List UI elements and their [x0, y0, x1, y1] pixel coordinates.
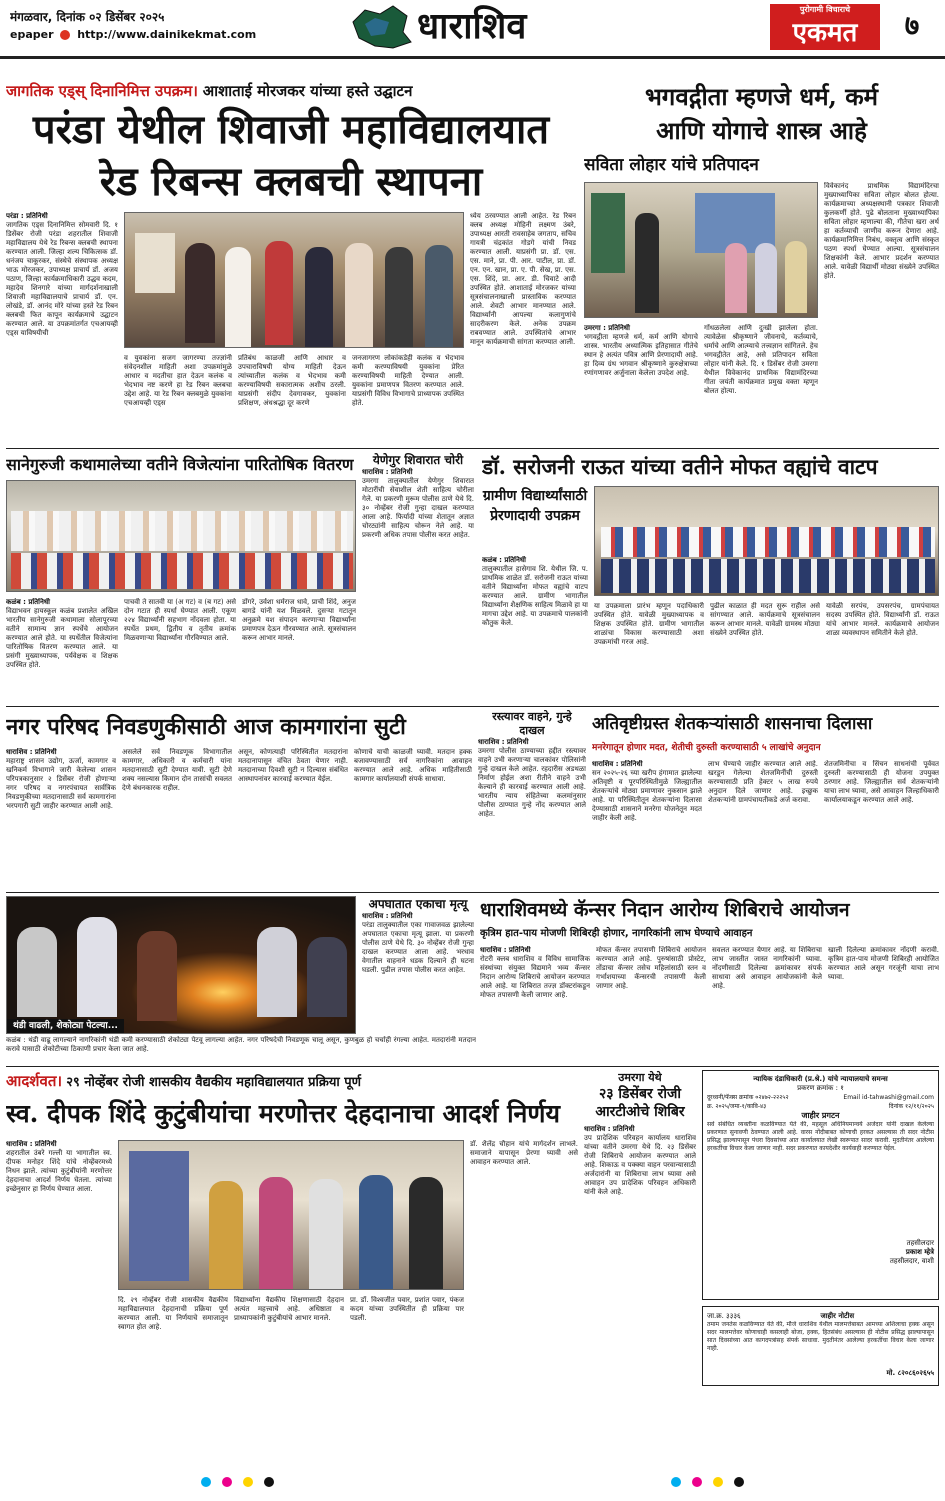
- story11-col1: [6, 1140, 112, 1460]
- story2-col2: गोंधळलेला आणि दुःखी झालेला होता. त्यावेळेस श्रीकृष्णाने जीवनाचे, कर्तव्याचे, धर्माचे आणि आत्म्याचे तत्त्वज्ञान सांगितले. हेच भगवद्गीतेत आहे, असे प्रतिपादन सविता लोहार यांनी केले. दि. १ डिसेंबर रोजी उमरगा येथील विवेकानंद प्राथमिक विद्यामंदिरच्या गीता जयंती कार्यक्रमात प्रमुख वक्ता म्हणून बोलत होत्या.: [704, 324, 818, 395]
- story11-kicker-rest: २९ नोव्हेंबर रोजी शासकीय वैद्यकीय महाविद्यालयात प्रक्रिया पूर्ण: [66, 1075, 362, 1090]
- registration-dot-black-2: [734, 1477, 744, 1487]
- story11-headline: स्व. दीपक शिंदे कुटुंबीयांचा मरणोत्तर देहदानाचा आदर्श निर्णय: [6, 1099, 561, 1128]
- brand-name: एकमत: [770, 16, 880, 50]
- masthead-logo: [345, 0, 605, 56]
- story3-headline: सानेगुरुजी कथामालेच्या वतीने विजेत्यांना पारितोषिक वितरण: [6, 455, 354, 474]
- story1-col5: ध्येय ठरवण्यात आली आहेत. रेड रिबन क्लब अध्यक्ष मोहिनी लक्ष्मण उंबरे, उपाध्यक्ष आरती रावसाहेब जगताप, सचिव गायत्री चंद्रकांत गोडगे यांची निवड करण्यात आली. याप्रसंगी प्रा. डॉ. एस. एस. माने, प्रा. पी. आर. पाटील, प्रा. डॉ. एन. एन. खान, प्रा. ए. पी. सेख, प्रा. एस. एस. शिंदे, प्रा. आर. डी. चिवाटे आदी उपस्थित होते. आशाताई मोरजकर यांच्या सूत्रसंचालनाखाली प्रास्ताविक करण्यात आले. शेवटी आभार मानण्यात आले. विद्यार्थ्यांनी आपल्या कलागुणांचे सादरीकरण केले. अनेक उपक्रम राबवण्यात आले. उपस्थितांचे आभार मानून कार्यक्रमाची सांगता करण्यात आली.: [470, 212, 576, 346]
- story5-byline: कळंब : प्रतिनिधी: [482, 556, 526, 564]
- page-number: ७: [904, 9, 920, 42]
- story1-byline: परंडा : प्रतिनिधी: [6, 212, 48, 220]
- story7-text: उमरगा पोलीस ठाण्याच्या हद्दीत रस्त्यावर वाहने उभी करणाऱ्या चालकांवर पोलिसांनी गुन्हे दाखल केले आहेत. रहदारीस अडथळा निर्माण होईल अशा रीतीने वाहने उभी केल्याने ही कारवाई करण्यात आली आहे. भारतीय न्याय संहितेच्या कलमांनुसार पोलीस ठाण्यात गुन्हे नोंद करण्यात आले आहेत.: [478, 747, 586, 818]
- story1-text-1: जागतिक एड्स दिनानिमित्त सोमवारी दि. १ डिसेंबर रोजी परंडा शहरातील शिवाजी महाविद्यालय येथे रेड रिबन्स क्लबची स्थापना करण्यात आली. जिल्हा शल्य चिकित्सक डॉ. धनंजय चाकूरकर, संस्थेचे संस्थापक अध्यक्ष भाऊ मोरजकर, उपाध्यक्ष प्राचार्य डॉ. अजय पठाण, जिल्हा कार्यक्रमाधिकारी उद्धव कदम, महादेव शिनगारे यांच्या मार्गदर्शनाखाली शिवाजी महाविद्यालयाचे प्राचार्य डॉ. एन. लोखंडे, डॉ. आनंद मोरे यांच्या हस्ते रेड रिबन क्लबची फित कापून कार्यक्रमाचे उद्घाटन करण्यात आले. या उपक्रमांतर्गत एचआयव्ही एड्स याविषयीची: [6, 221, 118, 337]
- story-body-donation: [6, 1070, 578, 1460]
- story6-text-1: महाराष्ट्र शासन उद्योग, ऊर्जा, कामगार व खनिकर्म विभागाने जारी केलेल्या शासन परिपत्रकानुसार २ डिसेंबर रोजी होणाऱ्या नगर परिषद व नगरपंचायत सार्वत्रिक निवडणुकीच्या मतदानासाठी सर्व कामगारांना भरपगारी सुटी जाहीर करण्यात आली आहे.: [6, 757, 116, 810]
- divider-4: [6, 1066, 939, 1067]
- story5-col3: पुढील काळात ही मदत सुरू राहील असे सांगण्यात आले. कार्यक्रमाचे सूत्रसंचालन करून आभार मानले. यावेळी ग्रामस्थ मोठ्या संख्येने उपस्थित होते.: [710, 602, 820, 637]
- story11-text-1: शहरातील उंबरे गल्ली या भागातील स्व. दीपक मनोहर शिंदे यांचे नोव्हेंबरमध्ये निधन झाले. त्यांच्या कुटुंबीयांनी मरणोत्तर देहदानाचा आदर्श निर्णय घेतला. त्यांच्या इच्छेनुसार हा निर्णय घेण्यात आला.: [6, 1149, 112, 1193]
- story11-col4: प्रा. डॉ. विश्वजीत पवार, प्रशांत पवार, पंकज कदम यांच्या उपस्थितीत ही प्रक्रिया पार पडली.: [350, 1296, 464, 1322]
- divider-3: [6, 892, 939, 893]
- story-red-ribbon-club: [6, 78, 576, 446]
- story6-col4: कोणाचे याची काळजी घ्यावी. मतदान हक्क बजावण्यासाठी सर्व नागरिकांना आवाहन करण्यात आले आहे. अधिक माहितीसाठी कामगार कार्यालयाशी संपर्क साधावा.: [354, 748, 472, 783]
- story6-col2: असलेले सर्व निवडणूक विभागातील कामगार, अधिकारी व कर्मचारी यांना मतदानासाठी सुटी देण्यात यावी. सुटी देणे शक्य नसल्यास किमान दोन तासांची सवलत देणे बंधनकारक राहील.: [122, 748, 232, 792]
- story5-col4: यावेळी सरपंच, उपसरपंच, ग्रामपंचायत सदस्य उपस्थित होते. विद्यार्थ्यांनी डॉ. राऊत यांचे आभार मानले. कार्यक्रमाचे आयोजन शाळा व्यवस्थापन समितीने केले होते.: [826, 602, 939, 637]
- epaper-row: [10, 28, 256, 41]
- story9-text: परंडा तालुक्यातील एका गावाजवळ झालेल्या अपघातात एकाचा मृत्यू झाला. या प्रकरणी पोलीस ठाणे येथे दि. ३० नोव्हेंबर रोजी गुन्हा दाखल करण्यात आला आहे. भरधाव वेगातील वाहनाने धडक दिल्याने ही घटना घडली. पुढील तपास पोलीस करत आहेत.: [362, 921, 474, 974]
- story10-col2: मोफत कॅन्सर तपासणी शिबिराचे आयोजन करण्यात आले आहे. पुरुषांसाठी प्रोस्टेट, तोंडाचा कॅन्सर तसेच महिलांसाठी स्तन व गर्भाशयाच्या कॅन्सरची तपासणी केली जाणार आहे.: [596, 946, 706, 990]
- story12-text: उप प्रादेशिक परिवहन कार्यालय धाराशिव यांच्या वतीने उमरगा येथे दि. २३ डिसेंबर रोजी शिबिराचे आयोजन करण्यात आले आहे. शिकाऊ व पक्क्या वाहन परवान्यासाठी अर्जदारांनी या शिबिराचा लाभ घ्यावा असे आवाहन उप प्रादेशिक परिवहन अधिकारी यांनी केले आहे.: [584, 1134, 696, 1196]
- story8-col1: [592, 760, 702, 890]
- story-farmers-relief: [592, 710, 939, 890]
- story9-headline: अपघातात एकाचा मृत्यू: [368, 897, 468, 911]
- story1-headline-2: रेड रिबन्स क्लबची स्थापना: [99, 158, 483, 205]
- story5-photo: [594, 486, 939, 596]
- divider-1: [6, 448, 939, 449]
- registration-dot-magenta-2: [692, 1477, 702, 1487]
- story6-col3: असून, कोणत्याही परिस्थितीत मतदारांना मतदानापासून वंचित ठेवता येणार नाही. मतदानाच्या दिवशी सुटी न दिल्यास संबंधित आस्थापनांवर कारवाई करण्यात येईल.: [238, 748, 348, 783]
- notice1-body: सर्व संबंधित व्यक्तींना कळविण्यात येते की, महसूल अधिनियमान्वये अर्जदार यांनी दाखल केलेल्या प्रकरणात सुनावणी ठेवण्यात आली आहे. वारस नोंदीबाबत कोणाची हरकत असल्यास ती सदर नोटीस प्रसिद्ध झाल्यापासून पंधरा दिवसांच्या आत कार्यालयात लेखी स्वरूपात सादर करावी. मुदतीनंतर आलेल्या हरकतींचा विचार केला जाणार नाही. सदर प्रकरणात कायदेशीर कार्यवाही करण्यात येईल.: [707, 1121, 934, 1152]
- story5-col2: या उपक्रमाला प्रारंभ म्हणून पदाधिकारी उपस्थित होते. यावेळी मुख्याध्यापक व शिक्षक उपस्थित होते. ग्रामीण भागातील शाळांचा विकास करण्यासाठी अशा उपक्रमांची गरज आहे.: [594, 602, 704, 646]
- story2-headline-1: भगवद्गीता म्हणजे धर्म, कर्म: [644, 82, 879, 111]
- bonfire-caption-tag: थंडी वाढली, शेकोट्या पेटल्या...: [7, 1019, 124, 1033]
- website-link[interactable]: http://www.dainikekmat.com: [77, 28, 257, 41]
- story-accident-death: [362, 896, 474, 1036]
- story-bhagavadgita: [584, 78, 939, 446]
- story-rto-camp: [584, 1070, 696, 1460]
- notice1-sign-title: तहसीलदार: [906, 1239, 934, 1247]
- story1-kicker-black: आशाताई मोरजकर यांच्या हस्ते उद्घाटन: [202, 82, 413, 100]
- story10-text-1: रोटरी क्लब धाराशिव व विविध सामाजिक संस्थांच्या संयुक्त विद्यमाने भव्य कॅन्सर निदान आरोग्य शिबिराचे आयोजन करण्यात आले आहे. या शिबिरात तज्ज्ञ डॉक्टरांकडून मोफत तपासणी केली जाणार आहे.: [480, 955, 590, 999]
- story10-col4: खाली दिलेल्या क्रमांकावर नोंदणी करावी. कृत्रिम हात-पाय मोजणी शिबिरही आयोजित करण्यात आले असून गरजूंनी याचा लाभ घ्यावा.: [828, 946, 939, 981]
- story-cancer-camp: [480, 896, 939, 1062]
- story8-col3: शेतजमिनीचा व सिंचन साधनांची पूर्ववत दुरुस्ती करण्यासाठी ही योजना उपयुक्त ठरणार आहे. जिल्ह्यातील सर्व शेतकऱ्यांनी याचा लाभ घ्यावा, असे आवाहन जिल्हाधिकारी कार्यालयाकडून करण्यात आले आहे.: [824, 760, 939, 804]
- registration-dot-black: [264, 1477, 274, 1487]
- story7-byline: धाराशिव : प्रतिनिधी: [478, 738, 529, 746]
- notice1-sub: प्रकरण क्रमांक : १: [797, 1084, 844, 1092]
- story11-kicker: [6, 1070, 578, 1092]
- story4-byline: धाराशिव : प्रतिनिधी: [362, 468, 413, 476]
- story11-kicker-red: आदर्शवत।: [6, 1072, 63, 1090]
- color-registration-bar: [0, 1472, 945, 1492]
- story12-byline: धाराशिव : प्रतिनिधी: [584, 1125, 635, 1133]
- story2-text-1: भगवद्गीता म्हणजे धर्म, कर्म आणि योगाचे शास्त्र. भारतीय अध्यात्मिक इतिहासात गीतेचे स्थान हे अत्यंत पवित्र आणि प्रेरणादायी आहे. हा दिव्य ग्रंथ भगवान श्रीकृष्णाने कुरुक्षेत्राच्या रणांगणावर अर्जुनाला केलेला उपदेश आहे.: [584, 333, 698, 377]
- story12-headline-3: आरटीओचे शिबिर: [595, 1104, 685, 1120]
- story1-kicker: [6, 80, 576, 102]
- story5-headline: डॉ. सरोजनी राऊत यांच्या वतीने मोफत वह्यांचे वाटप: [482, 454, 878, 479]
- story2-headline-2: आणि योगाचे शास्त्र आहे: [656, 116, 867, 145]
- story3-col1: [6, 598, 118, 704]
- registration-dot-yellow-2: [713, 1477, 723, 1487]
- story10-subhead: कृत्रिम हात-पाय मोजणी शिबिरही होणार, नागरिकांनी लाभ घेण्याचे आवाहन: [480, 928, 753, 939]
- story2-photo: [584, 182, 818, 318]
- story10-col3: सवलत करण्यात येणार आहे. या शिबिराचा लाभ जास्तीत जास्त नागरिकांनी घ्यावा. नोंदणीसाठी दिलेल्या क्रमांकावर संपर्क साधावा असे आवाहन आयोजकांनी केले आहे.: [712, 946, 822, 990]
- notice1-date: दिनांक १२/११/२०२५: [888, 1103, 934, 1110]
- district-map-icon: [345, 2, 415, 54]
- story8-byline: धाराशिव : प्रतिनिधी: [592, 760, 643, 768]
- story1-col2: व युवकांना सजग जागरण्या तज्ज्ञांनी संवेदनशील माहिती अशा उपक्रमांमुळे आधार व मदतीचा हात देऊन कलंक व भेदभाव नष्ट करणे हा रेड रिबन क्लबचा उद्देश आहे. या रेड रिबन क्लबमुळे युवकांना एचआयव्ही एड्स: [124, 354, 232, 407]
- registration-dot-cyan: [201, 1477, 211, 1487]
- notice2-heading: जाहीर नोटीस: [820, 1312, 855, 1320]
- story1-col3: प्रतिबंध काळजी आणि आधार व उपचाराविषयी योग्य माहिती देऊन त्यांच्यातील कलंक व भेदभाव कमी करण्याविषयी सकारात्मक अशीच ठरली. याप्रसंगी संदीप देवगावकर, युवकांना प्रशिक्षण, अंधश्रद्धा दूर करणे: [238, 354, 346, 407]
- story5-text-1: तालुक्यातील हासेगाव शि. येथील जि. प. प्राथमिक शाळेत डॉ. सरोजनी राऊत यांच्या वतीने विद्यार्थ्यांना मोफत वह्यांचे वाटप करण्यात आले. ग्रामीण भागातील विद्यार्थ्यांना शैक्षणिक साहित्य मिळावे हा या मागचा उद्देश आहे. या उपक्रमाचे पालकांनी कौतुक केले.: [482, 565, 588, 627]
- notice1-email[interactable]: Email id-tahwashi@gmail.com: [843, 1094, 934, 1101]
- story6-col1: [6, 748, 116, 890]
- story8-col2: लाभ घेण्याचे जाहीर करण्यात आले आहे. खरडून गेलेल्या शेतजमिनींची दुरुस्ती करण्यासाठी प्रति हेक्टर ५ लाख रुपये अनुदान दिले जाणार आहे. इच्छुक शेतकऱ्यांनी ग्रामपंचायतीकडे अर्ज करावा.: [708, 760, 818, 804]
- story11-col3: विद्यार्थ्यांना वैद्यकीय शिक्षणासाठी देहदान अत्यंत महत्त्वाचे आहे. अधिष्ठाता व प्राध्यापकांनी कुटुंबीयांचे आभार मानले.: [234, 1296, 344, 1322]
- story11-col2: दि. २९ नोव्हेंबर रोजी शासकीय वैद्यकीय महाविद्यालयात देहदानाची प्रक्रिया पूर्ण करण्यात आली. या निर्णयाचे समाजातून स्वागत होत आहे.: [118, 1296, 228, 1331]
- story3-photo: [6, 480, 356, 592]
- story4-headline: येणेगुर शिवारात चोरी: [372, 453, 464, 467]
- story9-byline: धाराशिव : प्रतिनिधी: [362, 912, 413, 920]
- story-yenegur-theft: [362, 452, 474, 704]
- story11-byline: धाराशिव : प्रतिनिधी: [6, 1140, 57, 1148]
- story2-byline: उमरगा : प्रतिनिधी: [584, 324, 630, 332]
- globe-icon: [60, 30, 70, 40]
- notice1-heading: जाहीर प्रगटन: [801, 1111, 840, 1120]
- story10-col1: [480, 946, 590, 1062]
- story12-headline-1: उमरगा येथे: [618, 1071, 662, 1084]
- masthead-rule: [0, 56, 945, 59]
- epaper-label: epaper: [10, 28, 54, 41]
- story-free-notebooks: [482, 452, 939, 704]
- bonfire-caption-text: कळंब : थंडी वाढू लागल्याने नागरिकांनी थंडी कमी करण्यासाठी शेकोट्या पेटवू लागल्या आहेत. नगर परिषदेची निवडणूक चालू असून, कुणबुळ हो चर्चाही रंगल्या आहेत. मतदारांनी मतदान करावे यासाठी शेकोटीच्या ठिकाणी प्रचार केला जात आहे.: [6, 1036, 476, 1053]
- story2-col1: [584, 324, 698, 446]
- notice2-phone: मो. ८२०८६०२६५५: [886, 1369, 934, 1377]
- masthead-date: मंगळवार, दिनांक ०२ डिसेंबर २०२५: [10, 10, 165, 24]
- bonfire-photo: [6, 896, 356, 1034]
- story1-col1: [6, 212, 118, 446]
- story4-text: उमरगा तालुक्यातील येणेगुर शिवारात मोटारींची सेवाशील शेती साहित्य चोरीला गेले. या प्रकरणी मुरूम पोलीस ठाणे येथे दि. ३० नोव्हेंबर रोजी गुन्हा दाखल करण्यात आला आहे. फिर्यादी यांच्या शेतातून अज्ञात चोरट्यांनी साहित्य चोरून नेले आहे. या प्रकरणी अधिक तपास पोलीस करत आहेत.: [362, 477, 474, 539]
- notice2-ref: जा.क्र. ३३३६: [707, 1312, 741, 1320]
- story-vehicles-cases: [478, 710, 586, 890]
- story1-kicker-red: जागतिक एड्स् दिनानिमित्त उपक्रम।: [6, 82, 198, 100]
- legal-notice-2: [702, 1306, 939, 1386]
- story6-headline: नगर परिषद निवडणुकीसाठी आज कामगारांना सुटी: [6, 714, 406, 740]
- story11-photo: [118, 1140, 464, 1290]
- story2-subhead: सविता लोहार यांचे प्रतिपादन: [584, 155, 759, 175]
- story3-col3: डोंगरे, उर्वशा धर्मराज धावे, प्राची शिंदे, अनुज बागडे यांनी यश मिळवले. दुसऱ्या गटातून अनुक्रमे यश संपादन करणाऱ्या विद्यार्थ्यांना प्रमाणपत्र देऊन गौरवण्यात आले. सूत्रसंचालन करून आभार मानले.: [242, 598, 356, 642]
- notice2-body: तमाम जनतेस कळविण्यात येते की, मौजे धाराशिव येथील मालमत्तेबाबत आमच्या अशिलाचा हक्क असून सदर मालमत्तेवर कोणाचाही कसलाही बोजा, हक्क, हितसंबंध असल्यास ही नोटीस प्रसिद्ध झाल्यापासून सात दिवसांच्या आत कागदपत्रांसह संपर्क साधावा. मुदतीनंतर आलेल्या हरकतींचा विचार केला जाणार नाही.: [707, 1321, 934, 1352]
- masthead: [0, 0, 945, 74]
- story8-text-1: सन २०२५-२६ च्या खरीप हंगामात झालेल्या अतिवृष्टी व पूरपरिस्थितीमुळे जिल्ह्यातील शेतकऱ्यांचे मोठ्या प्रमाणावर नुकसान झाले आहे. या परिस्थितीतून शेतकऱ्यांना दिलासा देण्यासाठी शासनाने मनरेगा योजनेतून मदत जाहीर केली आहे.: [592, 769, 702, 822]
- story12-headline-2: २३ डिसेंबर रोजी: [599, 1086, 681, 1102]
- story1-col4: जनजागरण लोकांकडेही कलंक व भेदभाव कमी करण्याविषयी युवकांना प्रेरित करण्याविषयी माहिती देण्यात आली. युवकांना प्रमाणपत्र वितरण करण्यात आले. याप्रसंगी विविध विभागाचे प्राध्यापक उपस्थित होते.: [352, 354, 464, 407]
- edition-name: धाराशिव: [417, 5, 527, 47]
- story3-col2: पाचवी ते सातवी या (अ गट) व (ब गट) असे दोन गटात ही स्पर्धा घेण्यात आली. एकूण २२४ विद्यार्थ्यांनी सहभाग नोंदवला होता. या स्पर्धेत प्रथम, द्वितीय व तृतीय क्रमांक मिळवणाऱ्या विद्यार्थ्यांना गौरविण्यात आले.: [124, 598, 236, 642]
- story6-byline: धाराशिव : प्रतिनिधी: [6, 748, 57, 756]
- story8-subhead: मनरेगातून होणार मदत, शेतीची दुरुस्ती करण्यासाठी ५ लाखांचे अनुदान: [592, 743, 821, 753]
- brand-tagline: पुरोगामी विचाराचे: [770, 4, 880, 16]
- brand-box: [770, 4, 880, 52]
- story1-photo: [124, 212, 464, 348]
- story1-headline-1: परंडा येथील शिवाजी महाविद्यालयात: [32, 106, 550, 153]
- registration-dot-yellow: [243, 1477, 253, 1487]
- story10-byline: धाराशिव : प्रतिनिधी: [480, 946, 531, 954]
- story5-subhead: ग्रामीण विद्यार्थ्यांसाठी प्रेरणादायी उपक्रम: [482, 488, 588, 524]
- story3-text-1: विद्याभवन हायस्कूल कळंब प्रशालेत अखिल भारतीय सानेगुरुजी कथामाला सोलापूरच्या वतीने सामान्य ज्ञान स्पर्धेचे आयोजन करण्यात आले होते. या स्पर्धेतील विजेत्यांना पारितोषिक वितरण करण्यात आले. या प्रसंगी मुख्याध्यापक, पर्यवेक्षक व शिक्षक उपस्थित होते.: [6, 607, 118, 669]
- registration-dot-cyan-2: [671, 1477, 681, 1487]
- notice1-sign-place: तहसीलदार, वाशी: [889, 1257, 934, 1265]
- story10-headline: धाराशिवमध्ये कॅन्सर निदान आरोग्य शिबिराचे आयोजन: [480, 899, 850, 921]
- registration-dot-magenta: [222, 1477, 232, 1487]
- story-sanegurugi-kathamala: [6, 452, 356, 704]
- story2-col3: विवेकानंद प्राथमिक विद्यामंदिरचा मुख्याध्यापिका सविता लोहार बोलत होत्या. कार्यक्रमाच्या अध्यक्षस्थानी पत्रकार शिवाजी कुलकर्णी होते. पुढे बोलताना मुख्याध्यापिका सविता लोहार म्हणाल्या की, गीतेचा खरा अर्थ हा कर्तव्याची जाणीव करून देणारा आहे. कार्यक्रमानिमित्त निबंध, वक्तृत्व आणि संस्कृत पठण स्पर्धा घेण्यात आल्या. सूत्रसंचालन शिक्षकांनी केले. आभार प्रदर्शन करण्यात आले. यावेळी विद्यार्थी मोठ्या संख्येने उपस्थित होते.: [824, 182, 939, 280]
- story7-headline: रस्त्यावर वाहने, गुन्हे दाखल: [492, 710, 572, 737]
- story8-headline: अतिवृष्टीग्रस्त शेतकऱ्यांसाठी शासनाचा दिलासा: [592, 714, 873, 734]
- story11-col5: डॉ. शैलेंद्र चौहान यांचे मार्गदर्शन लाभले. समाजाने यापासून प्रेरणा घ्यावी असे आवाहन करण्यात आले.: [470, 1140, 578, 1166]
- notice1-title: न्यायिक दंडाधिकारी (प्र.श्रे.) यांचे न्यायालयाचे समन्स: [753, 1075, 888, 1083]
- notice1-case: क्र. २०२५/जमा-१/कावि-४३: [707, 1103, 767, 1110]
- legal-notice-1: [702, 1070, 939, 1300]
- divider-2: [6, 706, 939, 707]
- story-election-holiday: [6, 710, 472, 890]
- story3-byline: कळंब : प्रतिनिधी: [6, 598, 50, 606]
- story5-col1: [482, 556, 588, 704]
- notice1-sign-name: प्रकाश म्हेत्रे: [905, 1248, 934, 1256]
- notice1-phone: दूरध्वनी/फॅक्स क्रमांक ०२४७२-२२२५२: [707, 1094, 789, 1101]
